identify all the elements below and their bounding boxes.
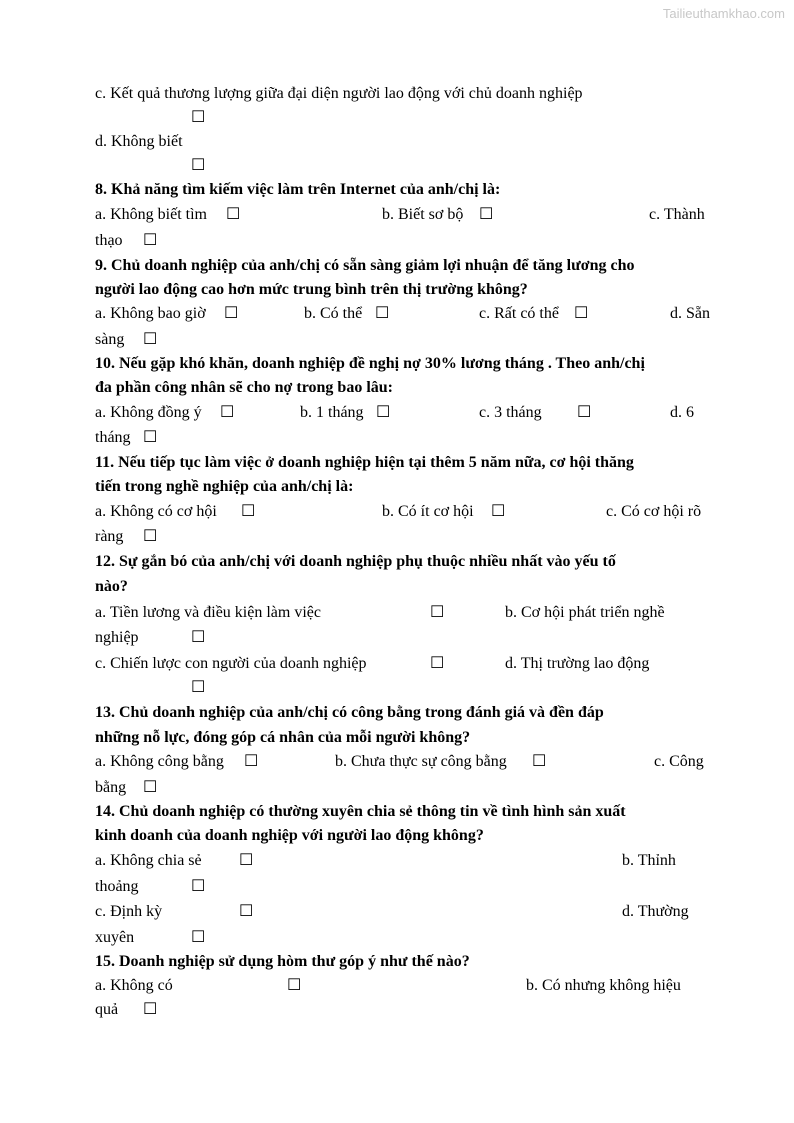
q12-title-line2: nào?: [95, 578, 128, 595]
q12-option-b-cont: nghiệp: [95, 629, 139, 646]
watermark: Tailieuthamkhao.com: [662, 6, 785, 21]
q10-option-c: c. 3 tháng: [479, 404, 542, 421]
q10-title-line2: đa phần công nhân sẽ cho nợ trong bao lâu:: [95, 379, 393, 396]
q8-option-b-checkbox[interactable]: ☐: [479, 206, 494, 223]
q14-option-d: d. Thường: [622, 903, 689, 920]
q13-title-line1: 13. Chủ doanh nghiệp của anh/chị có công bằng trong đánh giá và đền đáp: [95, 704, 604, 721]
q15-option-b: b. Có nhưng không hiệu: [526, 977, 681, 994]
q14-option-b: b. Thỉnh: [622, 852, 676, 869]
q7-option-d-checkbox[interactable]: ☐: [191, 157, 206, 174]
q10-option-d: d. 6: [670, 404, 694, 421]
q13-option-c-cont: bằng: [95, 779, 127, 796]
q15-option-a-checkbox[interactable]: ☐: [287, 977, 302, 994]
q11-option-a: a. Không có cơ hội: [95, 503, 217, 520]
q15-option-b-cont: quả: [95, 1001, 119, 1018]
q14-option-c-checkbox[interactable]: ☐: [239, 903, 254, 920]
q10-option-d-cont: tháng: [95, 429, 131, 446]
q9-title-line1: 9. Chủ doanh nghiệp của anh/chị có sẵn sàng giảm lợi nhuận để tăng lương cho: [95, 257, 635, 274]
q9-option-d-checkbox[interactable]: ☐: [143, 331, 158, 348]
q13-option-c: c. Công: [654, 753, 704, 770]
q12-title-line1: 12. Sự gắn bó của anh/chị với doanh nghiệp phụ thuộc nhiều nhất vào yếu tố: [95, 553, 616, 570]
q13-option-a-checkbox[interactable]: ☐: [244, 753, 259, 770]
q14-title-line1: 14. Chủ doanh nghiệp có thường xuyên chia sẻ thông tin về tình hình sản xuất: [95, 803, 626, 820]
q10-option-a: a. Không đồng ý: [95, 404, 202, 421]
q14-title-line2: kinh doanh của doanh nghiệp với người lao động không?: [95, 827, 484, 844]
q9-option-c: c. Rất có thể: [479, 305, 559, 322]
q10-option-c-checkbox[interactable]: ☐: [577, 404, 592, 421]
q12-option-a: a. Tiền lương và điều kiện làm việc: [95, 604, 321, 621]
q12-option-b-checkbox[interactable]: ☐: [191, 629, 206, 646]
q14-option-b-checkbox[interactable]: ☐: [191, 878, 206, 895]
q8-title: 8. Khả năng tìm kiếm việc làm trên Internet của anh/chị là:: [95, 181, 501, 198]
q14-option-d-checkbox[interactable]: ☐: [191, 929, 206, 946]
q10-option-a-checkbox[interactable]: ☐: [220, 404, 235, 421]
q12-option-c: c. Chiến lược con người của doanh nghiệp: [95, 655, 367, 672]
q12-option-c-checkbox[interactable]: ☐: [430, 655, 445, 672]
q10-option-b: b. 1 tháng: [300, 404, 364, 421]
q11-option-c: c. Có cơ hội rõ: [606, 503, 702, 520]
q14-option-a-checkbox[interactable]: ☐: [239, 852, 254, 869]
q10-title-line1: 10. Nếu gặp khó khăn, doanh nghiệp đề nghị nợ 30% lương tháng . Theo anh/chị: [95, 355, 645, 372]
q14-option-c: c. Định kỳ: [95, 903, 163, 920]
q10-option-d-checkbox[interactable]: ☐: [143, 429, 158, 446]
q13-title-line2: những nỗ lực, đóng góp cá nhân của mỗi người không?: [95, 729, 471, 746]
q15-option-a: a. Không có: [95, 977, 173, 994]
q11-option-c-cont: ràng: [95, 528, 124, 545]
q9-option-b: b. Có thể: [304, 305, 363, 322]
q11-option-a-checkbox[interactable]: ☐: [241, 503, 256, 520]
q9-option-d: d. Sẵn: [670, 305, 710, 322]
q11-option-b-checkbox[interactable]: ☐: [491, 503, 506, 520]
q9-option-c-checkbox[interactable]: ☐: [574, 305, 589, 322]
q14-option-b-cont: thoảng: [95, 878, 139, 895]
q8-option-a: a. Không biết tìm: [95, 206, 207, 223]
q7-option-c-checkbox[interactable]: ☐: [191, 109, 206, 126]
q12-option-d-checkbox[interactable]: ☐: [191, 679, 206, 696]
q15-title: 15. Doanh nghiệp sử dụng hòm thư góp ý như thế nào?: [95, 953, 470, 970]
q13-option-c-checkbox[interactable]: ☐: [143, 779, 158, 796]
q12-option-a-checkbox[interactable]: ☐: [430, 604, 445, 621]
q11-option-b: b. Có ít cơ hội: [382, 503, 474, 520]
q9-option-a-checkbox[interactable]: ☐: [224, 305, 239, 322]
q7-option-d: d. Không biết: [95, 133, 183, 150]
q14-option-d-cont: xuyên: [95, 929, 135, 946]
q9-option-b-checkbox[interactable]: ☐: [375, 305, 390, 322]
q13-option-b: b. Chưa thực sự công bằng: [335, 753, 507, 770]
q12-option-b: b. Cơ hội phát triển nghề: [505, 604, 665, 621]
q13-option-b-checkbox[interactable]: ☐: [532, 753, 547, 770]
q10-option-b-checkbox[interactable]: ☐: [376, 404, 391, 421]
q14-option-a: a. Không chia sẻ: [95, 852, 202, 869]
q8-option-c-checkbox[interactable]: ☐: [143, 232, 158, 249]
q9-option-d-cont: sàng: [95, 331, 125, 348]
q7-option-c: c. Kết quả thương lượng giữa đại diện người lao động với chủ doanh nghiệp: [95, 85, 583, 102]
q11-title-line2: tiến trong nghề nghiệp của anh/chị là:: [95, 478, 354, 495]
q8-option-c: c. Thành: [649, 206, 705, 223]
q11-option-c-checkbox[interactable]: ☐: [143, 528, 158, 545]
q13-option-a: a. Không công bằng: [95, 753, 224, 770]
q8-option-a-checkbox[interactable]: ☐: [226, 206, 241, 223]
q8-option-c-cont: thạo: [95, 232, 123, 249]
q9-option-a: a. Không bao giờ: [95, 305, 206, 322]
q12-option-d: d. Thị trường lao động: [505, 655, 650, 672]
q11-title-line1: 11. Nếu tiếp tục làm việc ở doanh nghiệp hiện tại thêm 5 năm nữa, cơ hội thăng: [95, 454, 634, 471]
q15-option-b-checkbox[interactable]: ☐: [143, 1001, 158, 1018]
q9-title-line2: người lao động cao hơn mức trung bình trên thị trường không?: [95, 281, 528, 298]
q8-option-b: b. Biết sơ bộ: [382, 206, 464, 223]
